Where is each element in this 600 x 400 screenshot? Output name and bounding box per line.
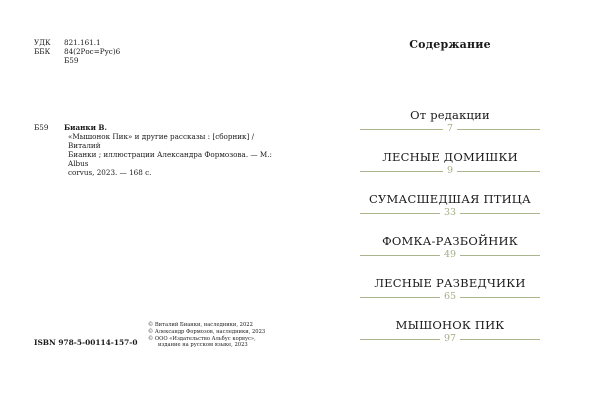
toc-entry-title: ФОМКА-РАЗБОЙНИК xyxy=(382,234,518,248)
bbk-row xyxy=(34,47,120,56)
catalog-description-line: Бианки ; иллюстрации Александра Формозова. — М.: Albus xyxy=(68,150,272,168)
copyright-line: © Виталий Бианки, наследники, 2022 xyxy=(148,322,253,328)
toc-entry[interactable] xyxy=(360,100,540,142)
copyright-notice xyxy=(148,322,265,349)
copyright-line: © Александр Формозов, наследники, 2023 xyxy=(148,328,266,335)
catalog-description-line: «Мышонок Пик» и другие рассказы : [сборник] / Виталий xyxy=(68,132,255,150)
udc-value: 821.161.1 xyxy=(64,38,101,47)
toc-page-number: 49 xyxy=(440,249,460,260)
toc-entry-title: ЛЕСНЫЕ РАЗВЕДЧИКИ xyxy=(374,276,526,290)
toc-entry[interactable] xyxy=(360,142,540,184)
copyright-line: издание на русском языке, 2023 xyxy=(158,342,248,349)
contents-title: Содержание xyxy=(409,38,491,51)
catalog-entry-header xyxy=(34,123,284,132)
toc-entry[interactable] xyxy=(360,310,540,352)
right-page xyxy=(300,0,600,400)
toc-page-number: 7 xyxy=(443,123,457,134)
toc-page-number: 97 xyxy=(440,333,460,344)
toc-entry[interactable] xyxy=(360,184,540,226)
catalog-entry xyxy=(34,123,284,177)
udc-row xyxy=(34,38,120,47)
author-mark-value: Б59 xyxy=(64,56,79,65)
toc-entry-title: МЫШОНОК ПИК xyxy=(395,318,505,332)
toc-page-number: 33 xyxy=(440,207,460,218)
toc-entry[interactable] xyxy=(360,268,540,310)
author-mark-row xyxy=(34,56,120,65)
bbk-code: ББК xyxy=(34,47,51,56)
copyright-line: © ООО «Издательство Альбус корвус», xyxy=(148,335,256,342)
bibliographic-codes xyxy=(34,38,120,65)
table-of-contents xyxy=(360,100,540,352)
bbk-value: 84(2Рос=Рус)6 xyxy=(64,47,121,56)
toc-page-number: 65 xyxy=(440,291,460,302)
catalog-description xyxy=(34,132,284,177)
isbn: ISBN 978-5-00114-157-0 xyxy=(34,338,138,347)
catalog-entry-code: Б59 xyxy=(34,123,49,132)
author-name: Бианки В. xyxy=(64,123,107,132)
udc-code: УДК xyxy=(34,38,51,47)
author-mark-code xyxy=(34,56,64,65)
catalog-description-line: corvus, 2023. — 168 с. xyxy=(68,168,152,177)
toc-entry-title: От редакции xyxy=(410,108,490,122)
toc-entry-title: СУМАСШЕДШАЯ ПТИЦА xyxy=(369,192,531,206)
toc-page-number: 9 xyxy=(443,165,457,176)
toc-entry[interactable] xyxy=(360,226,540,268)
toc-entry-title: ЛЕСНЫЕ ДОМИШКИ xyxy=(382,150,518,164)
